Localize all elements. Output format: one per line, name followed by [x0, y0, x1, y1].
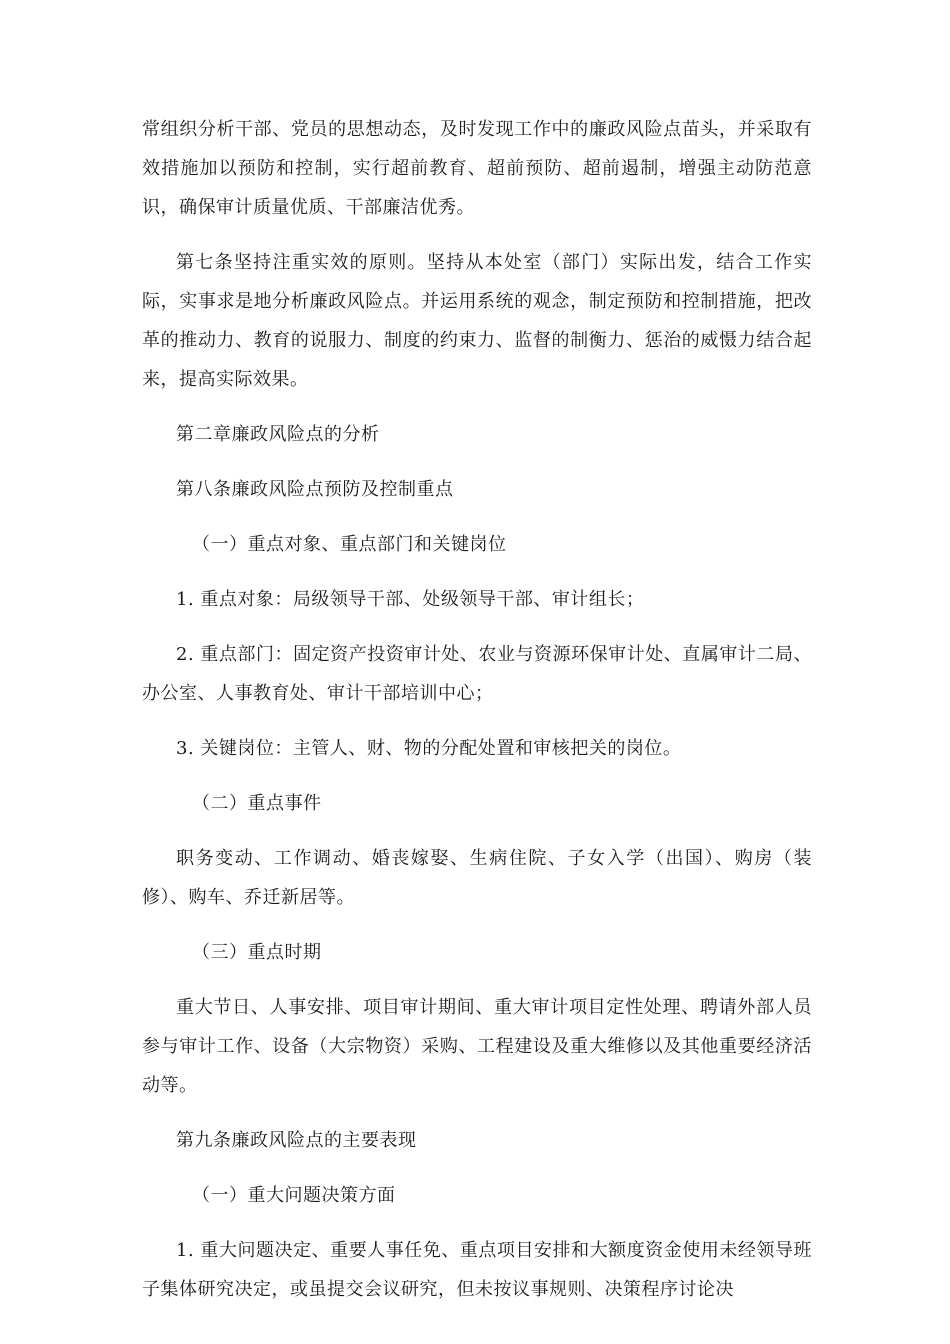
chapter-2-heading: 第二章廉政风险点的分析 — [176, 424, 380, 445]
section-2-heading: （二）重点事件 — [192, 793, 322, 814]
key-events-paragraph: 职务变动、工作调动、婚丧嫁娶、生病住院、子女入学（出国）、购房（装修）、购车、乔迁新居等。 — [142, 848, 812, 908]
article-7-paragraph: 第七条坚持注重实效的原则。坚持从本处室（部门）实际出发，结合工作实际，实事求是地分析廉政风险点。并运用系统的观念，制定预防和控制措施，把改革的推动力、教育的说服力、制度的约束力、监督的制衡力、惩治的威慑力结合起来，提高实际效果。 — [142, 252, 812, 390]
section-3-heading: （三）重点时期 — [192, 942, 322, 963]
section-decision-heading: （一）重大问题决策方面 — [192, 1185, 396, 1206]
key-periods-paragraph: 重大节日、人事安排、项目审计期间、重大审计项目定性处理、聘请外部人员参与审计工作、设备（大宗物资）采购、工程建设及重大维修以及其他重要经济活动等。 — [142, 997, 812, 1096]
decision-item-1: 1. 重大问题决定、重要人事任免、重点项目安排和大额度资金使用未经领导班子集体研究决定，或虽提交会议研究，但未按议事规则、决策程序讨论决 — [142, 1240, 812, 1300]
article-8-heading: 第八条廉政风险点预防及控制重点 — [176, 479, 454, 500]
list-item-2: 2. 重点部门：固定资产投资审计处、农业与资源环保审计处、直属审计二局、办公室、人事教育处、审计干部培训中心； — [142, 644, 812, 704]
section-1-heading: （一）重点对象、重点部门和关键岗位 — [192, 534, 507, 555]
paragraph-continuation: 常组织分析干部、党员的思想动态，及时发现工作中的廉政风险点苗头，并采取有效措施加以预防和控制，实行超前教育、超前预防、超前遏制，增强主动防范意识，确保审计质量优质、干部廉洁优秀。 — [142, 119, 812, 218]
article-9-heading: 第九条廉政风险点的主要表现 — [176, 1130, 417, 1151]
list-item-3: 3. 关键岗位：主管人、财、物的分配处置和审核把关的岗位。 — [176, 738, 682, 759]
list-item-1: 1. 重点对象：局级领导干部、处级领导干部、审计组长； — [176, 589, 645, 610]
document-body — [142, 110, 812, 1309]
